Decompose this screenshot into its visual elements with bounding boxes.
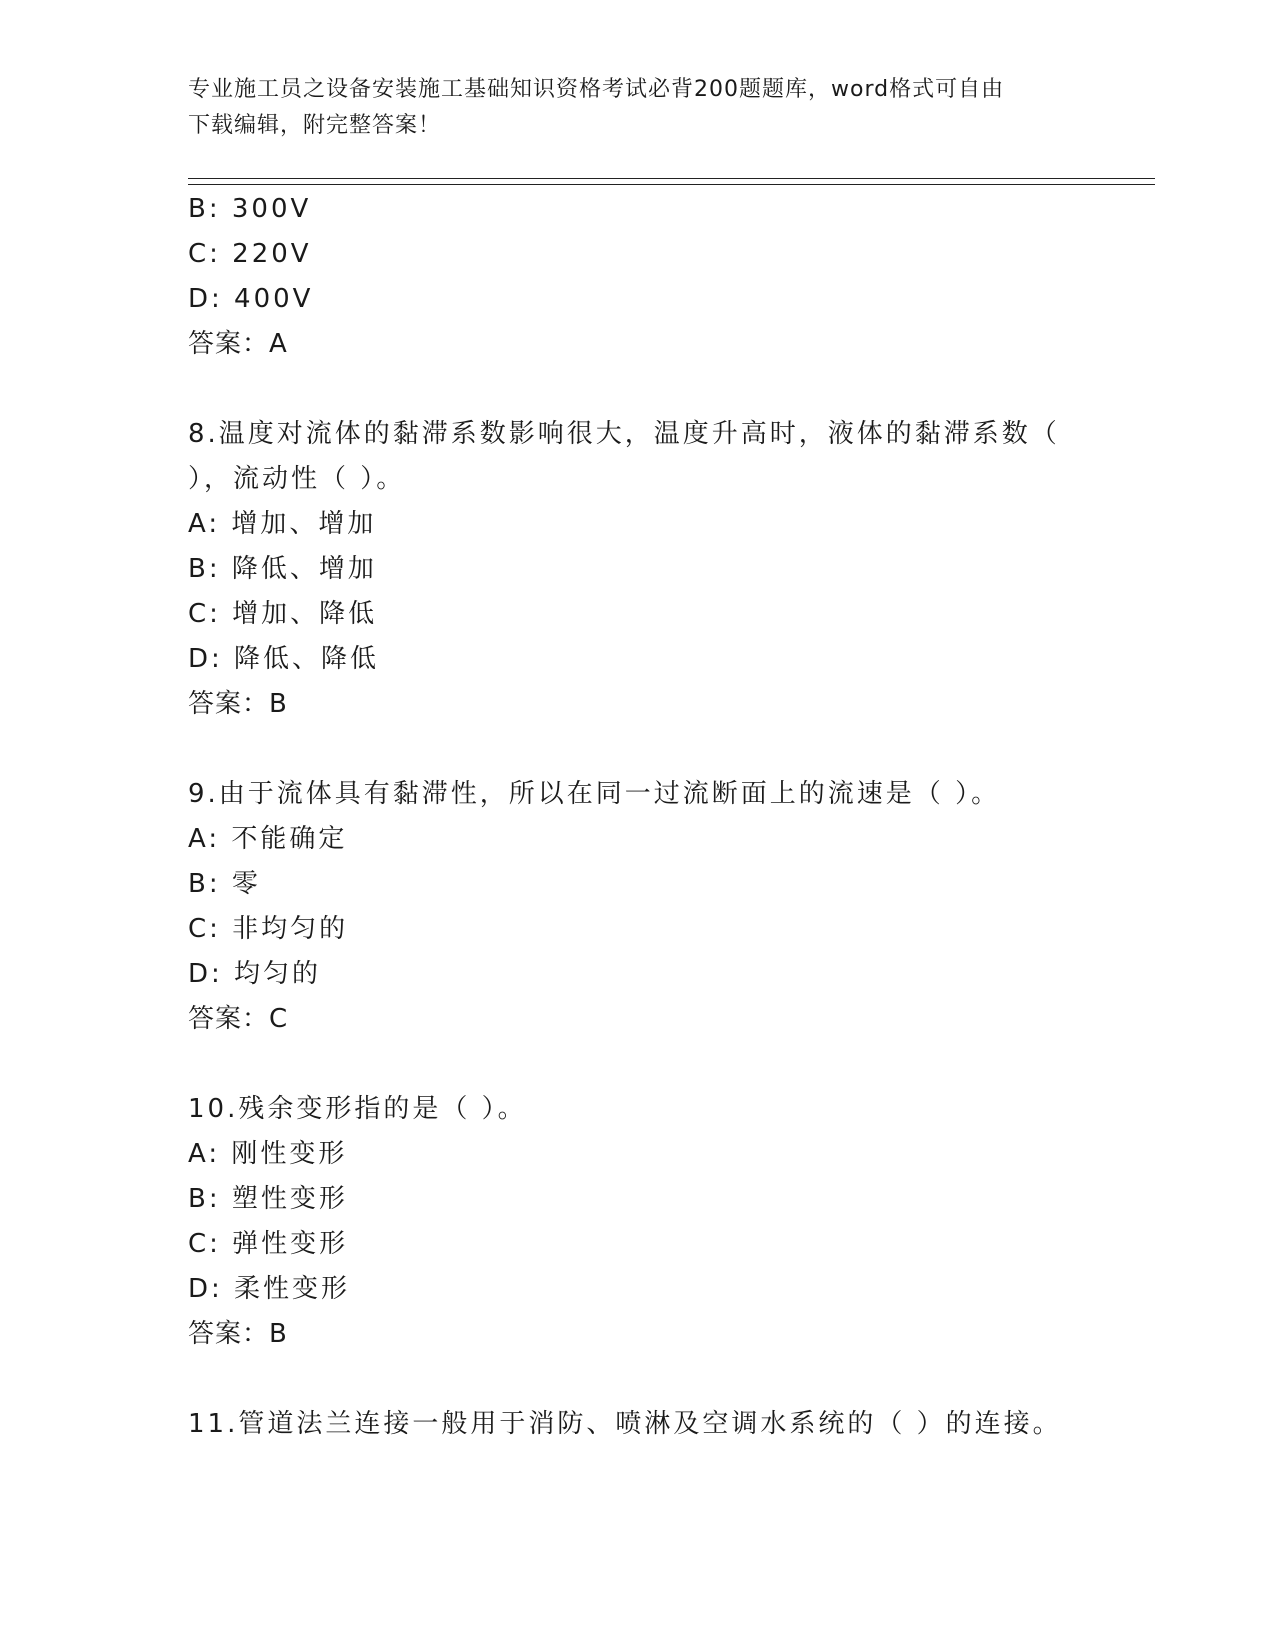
q8-answer — [188, 681, 288, 727]
q10-option-c: C: 弹性变形 — [188, 1229, 349, 1259]
header-line-2: 下载编辑，附完整答案！ — [188, 113, 442, 138]
q8-stem-line-2: ），流动性（ ）。 — [188, 464, 406, 494]
q8-option-a: A: 增加、增加 — [188, 509, 377, 539]
q8-stem-line-1: 8.温度对流体的黏滞系数影响很大，温度升高时，液体的黏滞系数（ — [188, 419, 1060, 449]
answer-label: 答案： — [188, 329, 270, 359]
q9-stem: 9.由于流体具有黏滞性，所以在同一过流断面上的流速是（ ）。 — [188, 779, 1001, 809]
q7-option-b: B: 300V — [188, 194, 312, 224]
answer-label: 答案： — [188, 689, 270, 719]
q9-answer — [188, 996, 288, 1042]
q7-option-d: D: 400V — [188, 284, 314, 314]
answer-label: 答案： — [188, 1319, 270, 1349]
answer-value: A — [269, 329, 288, 359]
q7-answer — [188, 321, 288, 367]
answer-value: C — [269, 1004, 289, 1034]
q8-option-b: B: 降低、增加 — [188, 554, 377, 584]
q9-option-b: B: 零 — [188, 869, 261, 899]
answer-value: B — [269, 689, 288, 719]
q10-stem: 10.残余变形指的是（ ）。 — [188, 1094, 527, 1124]
answer-label: 答案： — [188, 1004, 270, 1034]
q9-option-c: C: 非均匀的 — [188, 914, 349, 944]
q11-stem: 11.管道法兰连接一般用于消防、喷淋及空调水系统的（ ）的连接。 — [188, 1409, 1062, 1439]
q10-option-a: A: 刚性变形 — [188, 1139, 348, 1169]
q9-option-d: D: 均匀的 — [188, 959, 322, 989]
q8-option-c: C: 增加、降低 — [188, 599, 378, 629]
q10-option-b: B: 塑性变形 — [188, 1184, 348, 1214]
header-divider — [188, 178, 1155, 185]
document-header — [188, 72, 1088, 144]
q10-answer — [188, 1311, 288, 1357]
header-line-1: 专业施工员之设备安装施工基础知识资格考试必背200题题库，word格式可自由 — [188, 77, 1005, 102]
q7-option-c: C: 220V — [188, 239, 312, 269]
q9-option-a: A: 不能确定 — [188, 824, 348, 854]
answer-value: B — [269, 1319, 288, 1349]
q10-option-d: D: 柔性变形 — [188, 1274, 351, 1304]
q8-option-d: D: 降低、降低 — [188, 644, 380, 674]
